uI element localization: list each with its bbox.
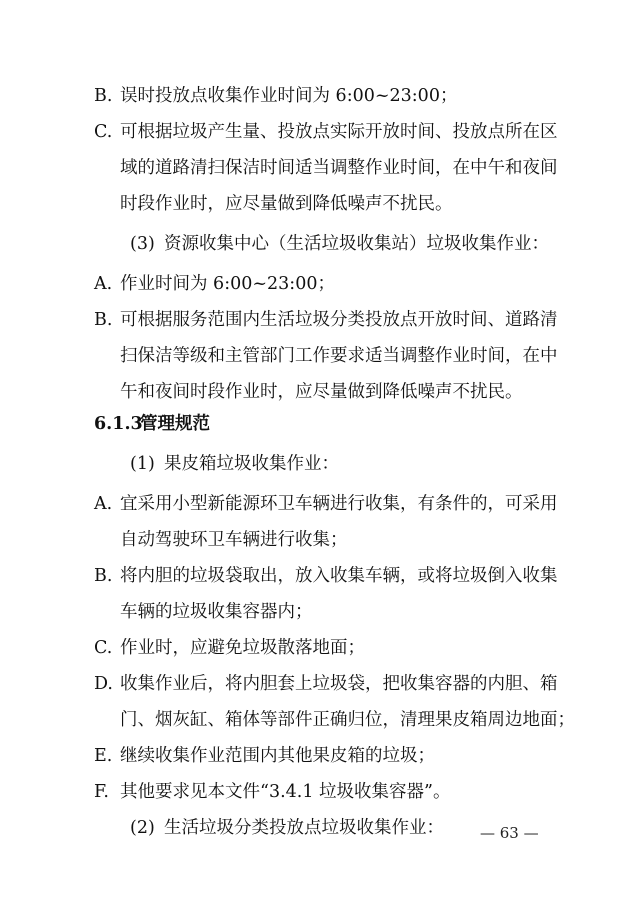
line-text: 误时投放点收集作业时间为 6:00~23:00； [120,86,458,106]
line-text: 宜采用小型新能源环卫车辆进行收集，有条件的，可采用 [120,494,558,514]
list-marker: C. [94,638,113,658]
subheading-2 [0,810,636,846]
subheading-1 [0,446,636,482]
line-text: 将内胆的垃圾袋取出，放入收集车辆，或将垃圾倒入收集 [120,566,558,586]
section-title: 管理规范 [140,414,210,434]
line-text: 车辆的垃圾收集容器内； [120,602,313,622]
line-text: 自动驾驶环卫车辆进行收集； [120,530,348,550]
item-b-adjust [0,302,636,338]
list-marker: D. [94,674,113,694]
item-c-adjust [0,114,636,150]
line-text: 可根据服务范围内生活垃圾分类投放点开放时间、道路清 [120,310,558,330]
list-marker: F. [94,782,109,802]
section-heading-6-1-3 [0,406,636,442]
item-d-after [0,666,636,702]
list-marker: (3) [130,234,155,254]
line-text: 作业时间为 6:00~23:00； [120,274,335,294]
line-text: 资源收集中心（生活垃圾收集站）垃圾收集作业： [164,234,549,254]
item-a-time [0,266,636,302]
line-text: 其他要求见本文件“3.4.1 垃圾收集容器”。 [120,782,451,802]
list-marker: E. [94,746,113,766]
line-text: 扫保洁等级和主管部门工作要求适当调整作业时间，在中 [120,346,558,366]
line-text: 门、烟灰缸、箱体等部件正确归位，清理果皮箱周边地面； [120,710,575,730]
line-text: 域的道路清扫保洁时间适当调整作业时间，在中午和夜间 [120,158,558,178]
list-marker: C. [94,122,113,142]
item-b-bags [0,558,636,594]
continuation-line [0,522,636,558]
list-marker: (2) [130,818,155,838]
line-text: 时段作业时，应尽量做到降低噪声不扰民。 [120,194,453,214]
line-text: 作业时，应避免垃圾散落地面； [120,638,365,658]
item-f-other [0,774,636,810]
continuation-line [0,186,636,222]
line-text: 午和夜间时段作业时，应尽量做到降低噪声不扰民。 [120,382,523,402]
continuation-line [0,702,636,738]
list-marker: (1) [130,454,155,474]
line-text: 生活垃圾分类投放点垃圾收集作业： [164,818,444,838]
item-e-continue [0,738,636,774]
line-text: 继续收集作业范围内其他果皮箱的垃圾； [120,746,435,766]
continuation-line [0,594,636,630]
list-marker: A. [94,494,113,514]
continuation-line [0,150,636,186]
item-c-spill [0,630,636,666]
page-number: — 63 — [480,824,539,842]
line-text: 可根据垃圾产生量、投放点实际开放时间、投放点所在区 [120,122,558,142]
continuation-line [0,374,636,410]
list-marker: B. [94,310,113,330]
item-a-vehicles [0,486,636,522]
list-marker: B. [94,86,113,106]
line-text: 果皮箱垃圾收集作业： [164,454,339,474]
subheading-3 [0,226,636,262]
section-number: 6.1.3 [94,414,143,434]
continuation-line [0,338,636,374]
item-b-time [0,78,636,114]
list-marker: A. [94,274,113,294]
line-text: 收集作业后，将内胆套上垃圾袋，把收集容器的内胆、箱 [120,674,558,694]
list-marker: B. [94,566,113,586]
